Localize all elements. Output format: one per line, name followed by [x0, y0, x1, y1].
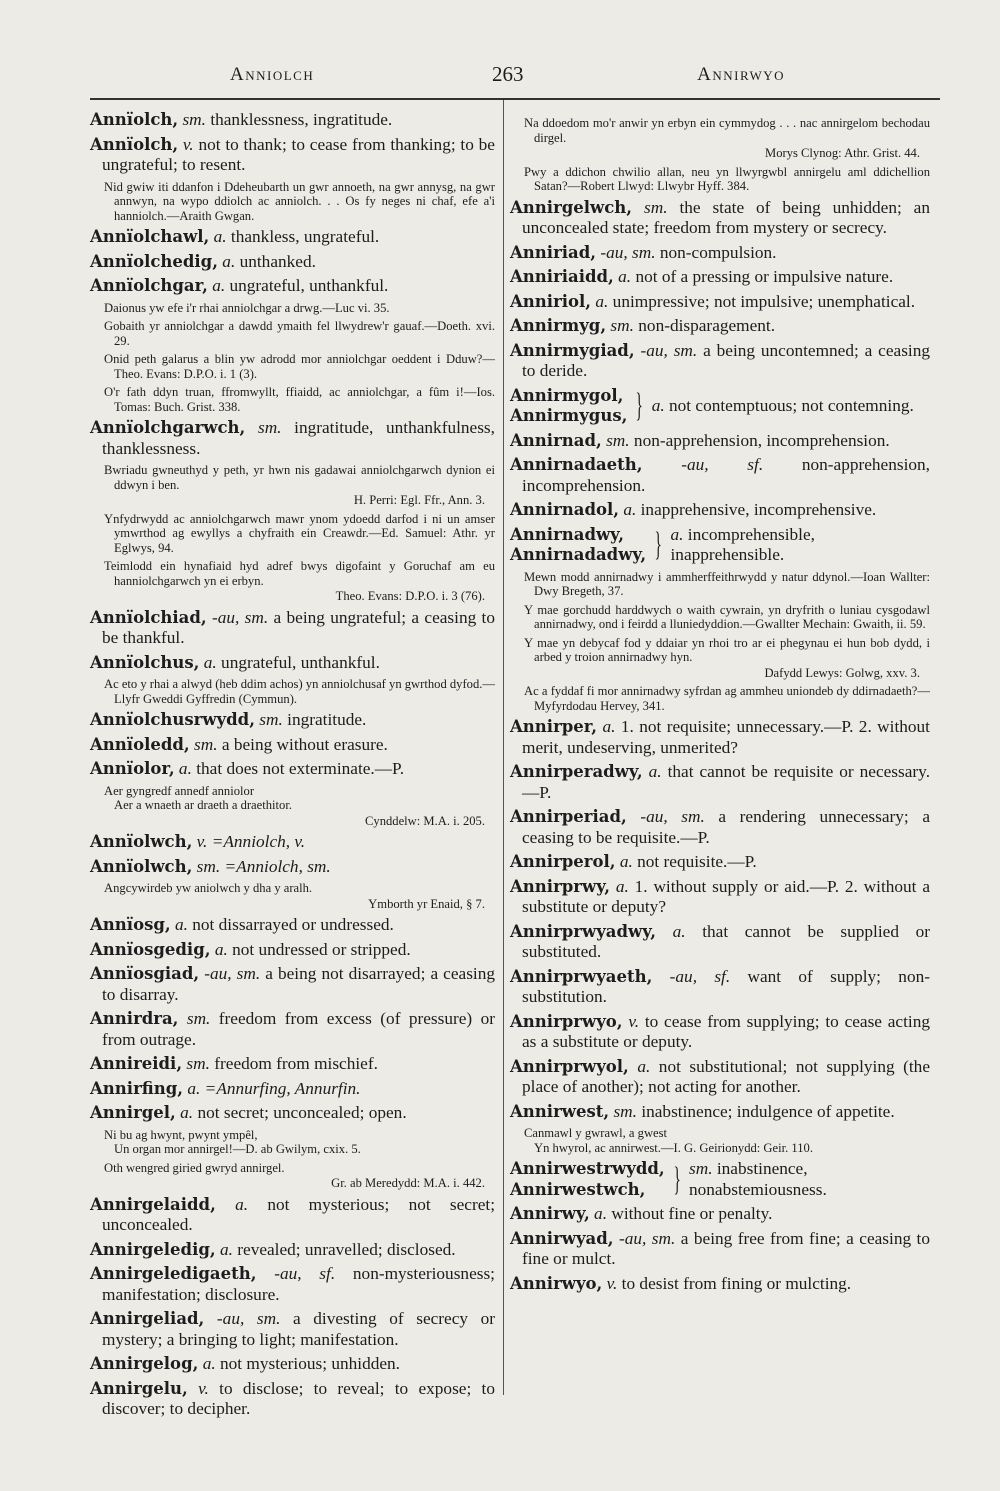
definition: non-compulsion.: [659, 242, 777, 262]
definition: ungrateful, unthankful.: [221, 652, 380, 672]
definition: not undressed or stripped.: [232, 939, 411, 959]
part-of-speech: a.: [672, 921, 686, 941]
entry: [510, 922, 930, 963]
headword: Annirper,: [510, 717, 598, 736]
entry: [90, 710, 495, 731]
definition: not requisite.—P.: [637, 852, 757, 871]
headword: Annirperadwy,: [510, 762, 643, 781]
entry: [90, 1354, 495, 1375]
definition: to disclose; to reveal; to expose; to discover; to decipher.: [102, 1378, 496, 1418]
definition: want of supply; non-substitution.: [522, 966, 930, 1006]
part-of-speech: -au, sf.: [681, 455, 764, 474]
citation: Aer gyngredf annedf anniolor Aer a wnaeth ar draeth a draethitor.: [104, 783, 292, 812]
part-of-speech: a.: [602, 717, 616, 736]
citation: Onid peth galarus a blin yw adrodd mor anniolchgar oeddent i Dduw?—Theo. Evans: D.P.O. i. 1 (3).: [104, 352, 495, 381]
citation: Ac eto y rhai a alwyd (heb ddim achos) yn anniolchusaf yn gwrthod dyfod.—Llyfr Gweddi Gyffredin (Cymmun).: [104, 677, 496, 706]
part-of-speech: -au, sm.: [640, 340, 698, 360]
definition: non-mysteriousness; manifestation; disclosure.: [102, 1264, 495, 1304]
entry: [90, 252, 495, 273]
headword: Annirperiad,: [510, 807, 627, 826]
citation: Daionus yw efe i'r rhai anniolchgar a drwg.—Luc vi. 35.: [104, 300, 390, 315]
entry: [90, 1379, 495, 1420]
definition: to cease from supplying; to cease acting as a substitute or deputy.: [522, 1011, 930, 1051]
header-rule: [90, 98, 940, 100]
headword: Annirgeledig,: [90, 1239, 216, 1259]
part-of-speech: a.: [595, 291, 609, 311]
group-definition: [689, 1159, 930, 1200]
header-right-word: Annirwyo: [697, 64, 785, 85]
headword: Annirgel,: [90, 1103, 176, 1122]
definition: inabstinence, nonabstemiousness.: [689, 1159, 827, 1199]
definition: a being uncontemned; a ceasing to deride.: [522, 340, 931, 380]
entry: [510, 1102, 930, 1123]
headword: Annirwy,: [510, 1204, 590, 1223]
definition: a being not disarrayed; a ceasing to disarray.: [102, 964, 495, 1004]
header-left-word: Anniolch: [230, 64, 315, 85]
citation: Teimlodd ein hynafiaid hyd adref bwys digofaint y Goruchaf am eu hanniolchgarwch yn ei erbyn.: [104, 559, 495, 588]
entry: [90, 110, 495, 131]
definition: that does not exterminate.—P.: [196, 759, 405, 778]
headword: Annïolor,: [90, 759, 175, 778]
entry: [90, 653, 495, 674]
citation: Nid gwiw iti ddanfon i Ddeheubarth un gwr annoeth, na gwr annysg, na gwr annwyn, na wypo ddiolch ac anniolch. . . Os fy neges ni chaf, efe a'i hanniolch.—Araith Gwgan.: [104, 179, 495, 223]
part-of-speech: v.: [196, 832, 208, 851]
entry-group: [510, 1159, 930, 1200]
headword: Annirmygus,: [510, 406, 628, 425]
running-head: [90, 64, 940, 94]
citation: Ac a fyddaf fi mor annirnadwy syfrdan ag ammheu uniondeb dy ddirnadaeth?—Myfyrdodau Hervey, 341.: [524, 684, 930, 713]
entry: [510, 500, 930, 521]
definition: =Anniolch, v.: [211, 832, 306, 851]
citation: Ynfydrwydd ac anniolchgarwch mawr ynom ydoedd darfod i ni un amser ymwrthod ag ewyllys a chyfraith ein Creawdr.—Ed. Samuel: Athr. yr Eglwys, 94.: [104, 511, 495, 555]
headword: Annïolch,: [90, 134, 179, 154]
entry: [510, 1229, 930, 1270]
citation: Gobaith yr anniolchgar a dawdd ymaith fel llwydrew'r gauaf.—Doeth. xvi. 29.: [104, 319, 495, 348]
headword: Annirwestwch,: [510, 1179, 646, 1199]
headword: Annirwyo,: [510, 1273, 603, 1293]
part-of-speech: -au, sm.: [618, 1228, 676, 1248]
part-of-speech: a.: [187, 1078, 201, 1098]
headword: Annirprwyo,: [510, 1011, 623, 1031]
part-of-speech: sm.: [182, 110, 206, 129]
headword: Annirgeledigaeth,: [90, 1264, 257, 1283]
group-definition: [671, 525, 931, 566]
headword: Annirgelu,: [90, 1378, 188, 1398]
definition: incomprehensible, inapprehensible.: [670, 524, 815, 564]
headword: Annirprwyol,: [510, 1056, 629, 1076]
definition: to desist from fining or mulcting.: [621, 1273, 852, 1293]
entry: [510, 267, 930, 288]
definition: that cannot be supplied or substituted.: [522, 921, 930, 961]
part-of-speech: -au, sm.: [204, 964, 261, 983]
entry: [90, 1103, 495, 1124]
definition: ungrateful, unthankful.: [229, 276, 389, 295]
definition: revealed; unravelled; disclosed.: [237, 1239, 456, 1259]
definition: unimpressive; not impulsive; unemphatical.: [612, 291, 916, 311]
entry: [90, 1195, 495, 1236]
definition: thanklessness, ingratitude.: [210, 110, 393, 129]
definition: not mysterious; not secret; unconcealed.: [102, 1194, 495, 1234]
part-of-speech: v.: [198, 1378, 209, 1398]
part-of-speech: sm.: [193, 734, 218, 754]
entry: [510, 1057, 930, 1098]
part-of-speech: a.: [670, 524, 684, 544]
part-of-speech: sm.: [259, 710, 283, 729]
entry: [510, 967, 930, 1008]
part-of-speech: -au, sm.: [640, 807, 705, 826]
brace-icon: }: [635, 387, 644, 424]
entry: [90, 227, 495, 248]
headword-pair: [510, 1159, 665, 1200]
citation: Canmawl y gwrawl, a gwest Yn hwyrol, ac annirwest.—I. G. Geirionydd: Geir. 110.: [524, 1126, 813, 1155]
part-of-speech: a.: [214, 939, 228, 959]
entry: [510, 877, 930, 918]
part-of-speech: a.: [203, 652, 217, 672]
part-of-speech: a.: [619, 852, 633, 871]
part-of-speech: -au, sf.: [274, 1264, 336, 1283]
definition: a rendering unnecessary; a ceasing to be requisite.—P.: [522, 807, 930, 847]
headword: Annïolchedig,: [90, 251, 218, 271]
part-of-speech: a.: [202, 1354, 216, 1373]
headword: Annirgeliad,: [90, 1309, 205, 1328]
entry: [90, 1264, 495, 1305]
citation-source: H. Perri: Egl. Ffr., Ann. 3.: [353, 493, 485, 507]
headword: Annirnadadwy,: [510, 545, 647, 564]
headword: Annïolchawl,: [90, 227, 210, 246]
page-number: 263: [492, 62, 524, 86]
entry: [510, 717, 930, 758]
headword: Annirperol,: [510, 852, 616, 871]
citation-source: Ymborth yr Enaid, § 7.: [368, 896, 485, 911]
part-of-speech: sm.: [643, 197, 668, 217]
part-of-speech: v.: [182, 134, 194, 154]
group-definition: [652, 396, 930, 417]
part-of-speech: a.: [219, 1239, 233, 1259]
part-of-speech: a.: [637, 1056, 651, 1076]
headword: Annirfing,: [90, 1078, 184, 1098]
entry: [510, 198, 930, 239]
headword: Annirmyg,: [510, 316, 607, 335]
citation: Angcywirdeb yw aniolwch y dha y aralh.: [104, 881, 313, 895]
headword: Annirgelog,: [90, 1354, 199, 1373]
entry: [90, 964, 495, 1005]
headword: Annïolchgar,: [90, 276, 208, 295]
left-column: [90, 110, 495, 1424]
headword: Annïoledd,: [90, 734, 190, 754]
headword: Annirprwyadwy,: [510, 921, 656, 941]
definition: not contemptuous; not contemning.: [669, 395, 914, 415]
part-of-speech: sm.: [196, 856, 221, 876]
entry: [90, 915, 495, 936]
citation: Y mae gorchudd harddwych o waith cywrain, yn dryfrith o luniau cysgodawl annirnadwy, ond i feirdd a lluniedyddion.—Gwallter Mechain: Gwaith, ii. 59.: [524, 602, 930, 631]
part-of-speech: sm.: [689, 1159, 713, 1178]
part-of-speech: -au, sm.: [216, 1309, 281, 1328]
definition: non-apprehension, incomprehension.: [633, 430, 890, 450]
headword: Anniriaidd,: [510, 267, 614, 286]
definition: a being free from fine; a ceasing to fine or mulct.: [522, 1228, 930, 1268]
headword: Annirdra,: [90, 1009, 179, 1028]
definition: freedom from excess (of pressure) or from outrage.: [102, 1009, 495, 1049]
entry: [510, 1204, 930, 1225]
entry: [510, 1012, 930, 1053]
entry: [90, 418, 495, 459]
headword: Annirnadol,: [510, 500, 619, 519]
definition: =Anniolch, sm.: [224, 856, 331, 876]
entry: [510, 455, 930, 496]
definition: inapprehensive, incomprehensive.: [640, 500, 877, 519]
headword: Annïosg,: [90, 915, 171, 934]
headword: Annïolch,: [90, 110, 179, 129]
entry: [510, 341, 930, 382]
citation: Pwy a ddichon chwilio allan, neu yn llwyrgwbl annirgelu aml ddichellion Satan?—Robert Llwyd: Llwybr Hyff. 384.: [524, 164, 930, 193]
entry: [510, 292, 930, 313]
headword: Annirmygol,: [510, 385, 624, 405]
entry: [510, 807, 930, 848]
definition: not to thank; to cease from thanking; to be ungrateful; to resent.: [102, 134, 495, 174]
citation: Na ddoedom mo'r anwir yn erbyn ein cymmydog . . . nac annirgelom bechodau dirgel.: [524, 116, 930, 145]
definition: that cannot be requisite or necessary.—P.: [522, 762, 931, 802]
part-of-speech: -au, sf.: [669, 966, 731, 986]
headword: Annirmygiad,: [510, 340, 635, 360]
headword: Annïosgiad,: [90, 964, 200, 983]
definition: not secret; unconcealed; open.: [197, 1103, 407, 1122]
headword: Annïolwch,: [90, 832, 193, 851]
definition: freedom from mischief.: [214, 1054, 378, 1073]
definition: inabstinence; indulgence of appetite.: [641, 1101, 895, 1121]
definition: a divesting of secrecy or mystery; a bringing to light; manifestation.: [102, 1309, 496, 1349]
entry: [510, 431, 930, 452]
entry-group: [510, 386, 930, 427]
definition: thankless, ungrateful.: [230, 227, 380, 246]
part-of-speech: sm.: [606, 430, 630, 450]
headword: Annirwest,: [510, 1101, 610, 1121]
definition: not dissarrayed or undressed.: [192, 915, 394, 934]
definition: not of a pressing or impulsive nature.: [635, 267, 894, 286]
entry: [90, 1240, 495, 1261]
entry: [90, 1079, 495, 1100]
headword: Anniriad,: [510, 242, 596, 262]
part-of-speech: a.: [623, 500, 637, 519]
citation-source: Dafydd Lewys: Golwg, xxv. 3.: [764, 665, 920, 680]
definition: not substitutional; not supplying (the place of another); not acting for another.: [522, 1056, 930, 1096]
citation: Mewn modd annirnadwy i ammherffeithrwydd y natur ddynol.—Ioan Wallter: Dwy Bregeth, 37.: [524, 569, 930, 598]
part-of-speech: sm.: [613, 1101, 637, 1121]
headword-pair: [510, 525, 646, 566]
headword: Annïolchusrwydd,: [90, 710, 255, 729]
definition: non-disparagement.: [638, 316, 776, 335]
part-of-speech: a.: [235, 1194, 249, 1214]
headword: Annireidi,: [90, 1054, 183, 1073]
part-of-speech: sm.: [257, 418, 282, 437]
part-of-speech: sm.: [610, 316, 634, 335]
definition: non-apprehension, incomprehension.: [522, 455, 930, 495]
headword: Annirnadwy,: [510, 524, 624, 544]
definition: ingratitude.: [287, 710, 367, 729]
citation-source: Theo. Evans: D.P.O. i. 3 (76).: [335, 589, 485, 603]
entry: [90, 759, 495, 780]
definition: a being ungrateful; a ceasing to be thankful.: [102, 607, 496, 647]
entry: [90, 608, 495, 649]
part-of-speech: a.: [222, 251, 236, 271]
right-column: [510, 116, 930, 1298]
brace-icon: }: [673, 1160, 681, 1198]
part-of-speech: a.: [180, 1103, 194, 1122]
part-of-speech: a.: [615, 876, 629, 896]
citation: Bwriadu gwneuthyd y peth, yr hwn nis gadawai anniolchgarwch dynion ei ddwyn i ben.: [104, 463, 495, 492]
definition: 1. without supply or aid.—P. 2. without a substitute or deputy?: [522, 876, 930, 916]
column-divider: [503, 100, 504, 1395]
entry: [510, 852, 930, 873]
definition: ingratitude, unthankfulness, thanklessness.: [102, 418, 495, 458]
definition: not mysterious; unhidden.: [219, 1354, 400, 1373]
part-of-speech: v.: [606, 1273, 618, 1293]
citation: Oth wengred giried gwryd annirgel.: [104, 1160, 285, 1175]
part-of-speech: a.: [651, 395, 665, 415]
headword: Annïolchus,: [90, 652, 200, 672]
entry: [90, 735, 495, 756]
entry: [90, 1009, 495, 1050]
headword: Annirprwy,: [510, 876, 610, 896]
entry: [90, 276, 495, 297]
part-of-speech: a.: [212, 276, 226, 295]
entry: [510, 316, 930, 337]
headword-pair: [510, 386, 627, 427]
headword: Annirnad,: [510, 430, 602, 450]
definition: unthanked.: [239, 251, 316, 271]
headword: Anniriol,: [510, 291, 592, 311]
headword: Annirprwyaeth,: [510, 966, 653, 986]
definition: =Annurfing, Annurfin.: [204, 1078, 361, 1098]
citation: Ni bu ag hwynt, pwynt ympêl, Un organ mor annirgel!—D. ab Gwilym, cxix. 5.: [104, 1127, 361, 1156]
entry-group: [510, 525, 930, 566]
part-of-speech: a.: [618, 267, 632, 286]
entry: [510, 762, 930, 803]
part-of-speech: sm.: [186, 1009, 211, 1028]
citation-source: Cynddelw: M.A. i. 205.: [365, 813, 485, 828]
entry: [90, 135, 495, 176]
headword: Annïolchgarwch,: [90, 418, 246, 437]
headword: Annirwestrwydd,: [510, 1159, 665, 1178]
headword: Annirgelaidd,: [90, 1194, 216, 1214]
part-of-speech: v.: [628, 1011, 640, 1031]
part-of-speech: a.: [178, 759, 192, 778]
brace-icon: }: [654, 526, 663, 563]
headword: Annïosgedig,: [90, 939, 211, 959]
citation-source: Gr. ab Meredydd: M.A. i. 442.: [331, 1176, 485, 1190]
entry: [510, 1274, 930, 1295]
headword: Annirnadaeth,: [510, 455, 643, 474]
part-of-speech: a.: [174, 915, 188, 934]
part-of-speech: sm.: [186, 1054, 210, 1073]
entry: [90, 1309, 495, 1350]
entry: [90, 940, 495, 961]
citation: O'r fath ddyn truan, ffromwyllt, ffiaidd, ac anniolchgar, a fûm i!—Ios. Tomas: Buch. Grist. 338.: [104, 385, 495, 414]
definition: without fine or penalty.: [611, 1204, 773, 1223]
definition: a being without erasure.: [221, 734, 388, 754]
citation: Y mae yn debycaf fod y ddaiar yn rhoi tro ar ei phegynau ei hun bob dydd, i arbed y troion annirnadwy hyn.: [524, 635, 930, 664]
part-of-speech: -au, sm.: [600, 242, 656, 262]
definition: the state of being unhidden; an unconcealed state; freedom from mystery or secrecy.: [522, 197, 930, 237]
entry: [90, 1054, 495, 1075]
part-of-speech: -au, sm.: [211, 607, 269, 627]
definition: 1. not requisite; unnecessary.—P. 2. without merit, undeserving, unmerited?: [522, 717, 930, 757]
headword: Annïolchiad,: [90, 607, 207, 627]
entry: [90, 857, 495, 878]
entry: [510, 243, 930, 264]
headword: Annïolwch,: [90, 856, 193, 876]
entry: [90, 832, 495, 853]
headword: Annirgelwch,: [510, 197, 633, 217]
part-of-speech: a.: [594, 1204, 608, 1223]
part-of-speech: a.: [648, 762, 662, 781]
part-of-speech: a.: [213, 227, 227, 246]
citation-source: Morys Clynog: Athr. Grist. 44.: [765, 146, 920, 160]
headword: Annirwyad,: [510, 1228, 614, 1248]
